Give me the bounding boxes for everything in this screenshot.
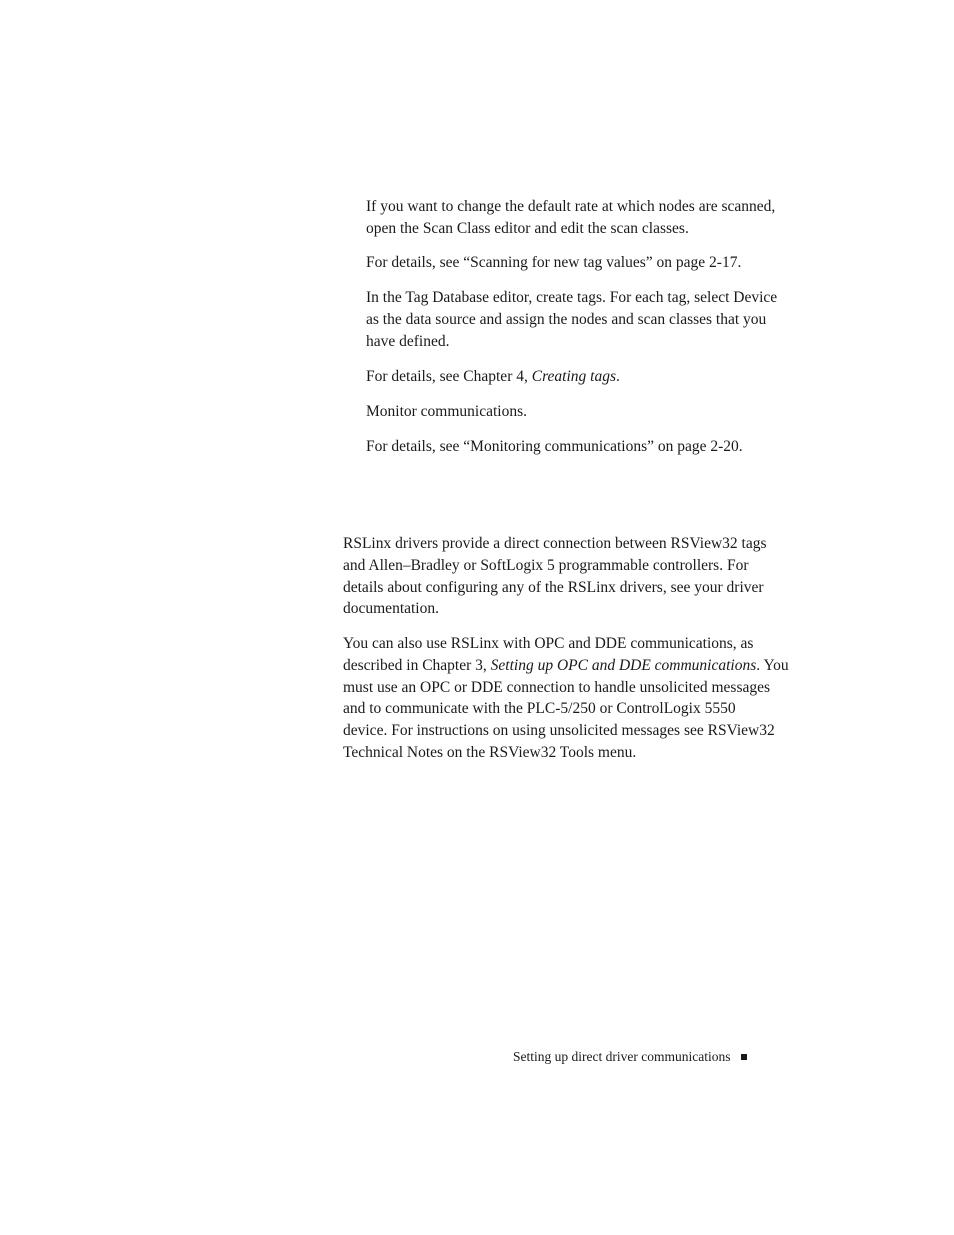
- scan-class-details: [366, 252, 741, 274]
- text-run: For details, see Chapter 4,: [366, 368, 532, 385]
- text-line: open the Scan Class editor and edit the scan classes.: [366, 219, 689, 237]
- text-line: RSLinx drivers provide a direct connection between RSView32 tags: [343, 535, 767, 552]
- tag-database-details: [366, 366, 620, 388]
- text-line: details about configuring any of the RSLinx drivers, see your driver: [343, 578, 764, 596]
- text-line: device. For instructions on using unsolicited messages see RSView32: [343, 722, 775, 740]
- tag-database-instruction: [366, 287, 777, 352]
- text-run: .: [616, 368, 620, 385]
- text-line: You can also use RSLinx with OPC and DDE communications, as: [343, 635, 754, 652]
- text-line: and to communicate with the PLC-5/250 or ControlLogix 5550: [343, 700, 736, 718]
- text-line: Monitor communications.: [366, 403, 528, 420]
- text-line: have defined.: [366, 332, 450, 350]
- monitor-instruction: [366, 401, 527, 423]
- rslinx-intro-paragraph: [343, 533, 767, 620]
- text-line: and Allen–Bradley or SoftLogix 5 programmable controllers. For: [343, 556, 749, 574]
- page-footer: [513, 1047, 747, 1067]
- text-run: . You: [756, 656, 789, 674]
- text-line: documentation.: [343, 600, 439, 618]
- running-title: Setting up direct driver communications: [513, 1049, 731, 1064]
- rslinx-opc-dde-paragraph: [343, 633, 789, 764]
- text-line: as the data source and assign the nodes and scan classes that you: [366, 310, 767, 328]
- square-bullet-icon: [741, 1054, 747, 1060]
- text-line: For details, see “Scanning for new tag values” on page 2-17.: [366, 254, 742, 271]
- text-line: must use an OPC or DDE connection to handle unsolicited messages: [343, 678, 771, 696]
- text-line: For details, see “Monitoring communications” on page 2-20.: [366, 438, 743, 455]
- chapter-title-italic: Setting up OPC and DDE communications: [490, 656, 757, 674]
- text-run: described in Chapter 3,: [343, 656, 491, 674]
- scan-class-instruction: [366, 196, 775, 240]
- text-line: If you want to change the default rate at which nodes are scanned,: [366, 198, 776, 215]
- text-line: Technical Notes on the RSView32 Tools menu.: [343, 743, 637, 761]
- chapter-title-italic: Creating tags: [531, 368, 616, 385]
- text-line: In the Tag Database editor, create tags. For each tag, select Device: [366, 289, 778, 306]
- monitor-details: [366, 436, 743, 458]
